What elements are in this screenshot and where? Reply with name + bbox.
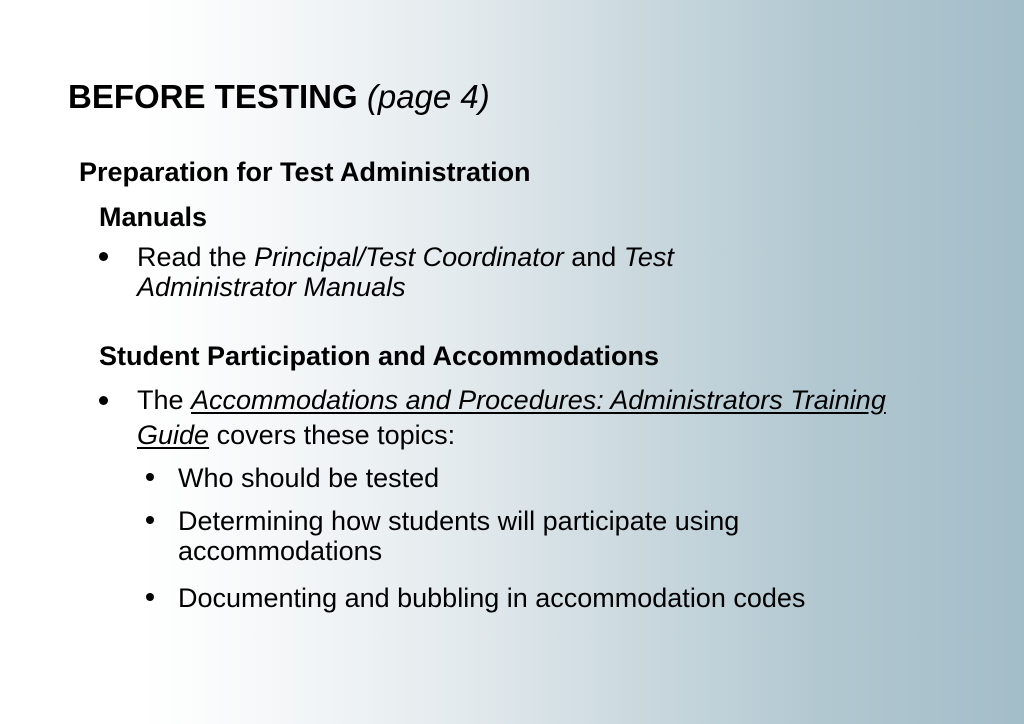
title-main: BEFORE TESTING xyxy=(68,78,358,115)
topic-item: Who should be tested xyxy=(146,463,946,493)
manuals-bullet xyxy=(99,242,799,302)
bullet-dot-icon xyxy=(146,473,154,481)
title-page-reference: (page 4) xyxy=(366,78,490,115)
participation-heading: Student Participation and Accommodations xyxy=(99,341,660,371)
topic-item: Determining how students will participate using accommodations xyxy=(146,506,846,566)
manuals-bullet-text: Read the Principal/Test Coordinator and Test Administrator Manuals xyxy=(137,242,674,302)
section-subtitle: Preparation for Test Administration xyxy=(79,157,531,187)
participation-bullet-text: The Accommodations and Procedures: Administrators Training Guide covers these topics: xyxy=(137,385,886,450)
bullet-dot-icon xyxy=(146,516,154,524)
slide-title xyxy=(68,78,490,116)
manuals-heading: Manuals xyxy=(99,202,208,232)
topic-item: Documenting and bubbling in accommodation codes xyxy=(146,583,966,613)
bullet-dot-icon xyxy=(146,593,154,601)
bullet-dot-icon xyxy=(99,396,108,405)
training-guide-title: Accommodations and Procedures: Administrators Training Guide xyxy=(137,385,886,450)
bullet-dot-icon xyxy=(99,252,108,261)
participation-bullet xyxy=(99,383,959,453)
